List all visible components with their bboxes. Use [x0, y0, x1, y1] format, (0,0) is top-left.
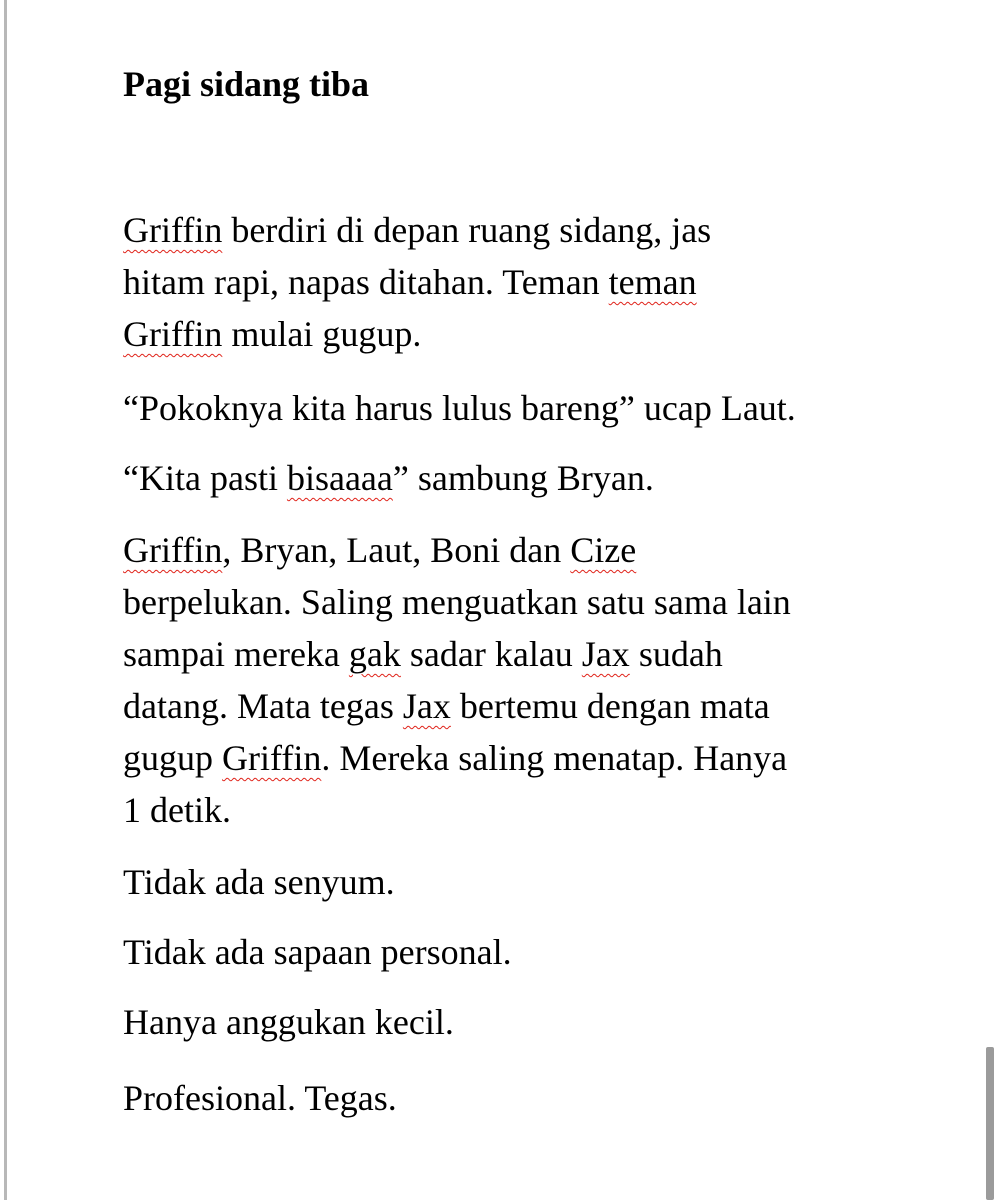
paragraph-6: Tidak ada sapaan personal.: [123, 932, 512, 972]
paragraph-1-line-3: [123, 308, 711, 360]
paragraph-4-line-5: [123, 732, 791, 784]
text-run: sadar kalau: [400, 634, 582, 674]
page-edge-border: [4, 0, 7, 1200]
misspelled-word[interactable]: Griffin: [123, 210, 223, 250]
document-title: Pagi sidang tiba: [123, 64, 370, 104]
text-run: sudah: [629, 634, 723, 674]
misspelled-word[interactable]: Cize: [570, 530, 637, 570]
paragraph-1: [123, 204, 711, 360]
text-run: . Mereka saling menatap. Hanya: [321, 738, 788, 778]
paragraph-4-line-4: [123, 680, 791, 732]
text-run: ” sambung Bryan.: [392, 458, 654, 498]
text-run: “Kita pasti: [123, 458, 287, 498]
text-run: bertemu dengan mata: [450, 686, 770, 726]
text-run: gugup: [123, 738, 222, 778]
paragraph-4-line-1: [123, 524, 791, 576]
text-run: hitam rapi, napas ditahan. Teman: [123, 262, 609, 302]
misspelled-word[interactable]: Jax: [402, 686, 451, 726]
misspelled-word[interactable]: teman: [608, 262, 697, 302]
paragraph-3: [123, 452, 654, 504]
paragraph-2: “Pokoknya kita harus lulus bareng” ucap Laut.: [123, 388, 796, 428]
text-run: , Bryan, Laut, Boni dan: [222, 530, 571, 570]
paragraph-7: Hanya anggukan kecil.: [123, 1002, 454, 1042]
misspelled-word[interactable]: gak: [348, 634, 401, 674]
paragraph-4-line-2: berpelukan. Saling menguatkan satu sama lain: [123, 582, 791, 622]
misspelled-word[interactable]: bisaaaa: [286, 458, 393, 498]
text-run: berdiri di depan ruang sidang, jas: [222, 210, 712, 250]
paragraph-4-line-6: 1 detik.: [123, 790, 231, 830]
misspelled-word[interactable]: Griffin: [123, 530, 223, 570]
text-run: sampai mereka: [123, 634, 349, 674]
text-run: datang. Mata tegas: [123, 686, 403, 726]
vertical-scrollbar[interactable]: [986, 1047, 994, 1200]
paragraph-1-line-2: [123, 256, 711, 308]
misspelled-word[interactable]: Griffin: [222, 738, 322, 778]
misspelled-word[interactable]: Jax: [581, 634, 630, 674]
paragraph-4: [123, 524, 791, 836]
paragraph-4-line-3: [123, 628, 791, 680]
paragraph-5: Tidak ada senyum.: [123, 862, 395, 902]
text-run: mulai gugup.: [222, 314, 422, 354]
paragraph-8: Profesional. Tegas.: [123, 1078, 397, 1118]
misspelled-word[interactable]: Griffin: [123, 314, 223, 354]
paragraph-1-line-1: [123, 204, 711, 256]
